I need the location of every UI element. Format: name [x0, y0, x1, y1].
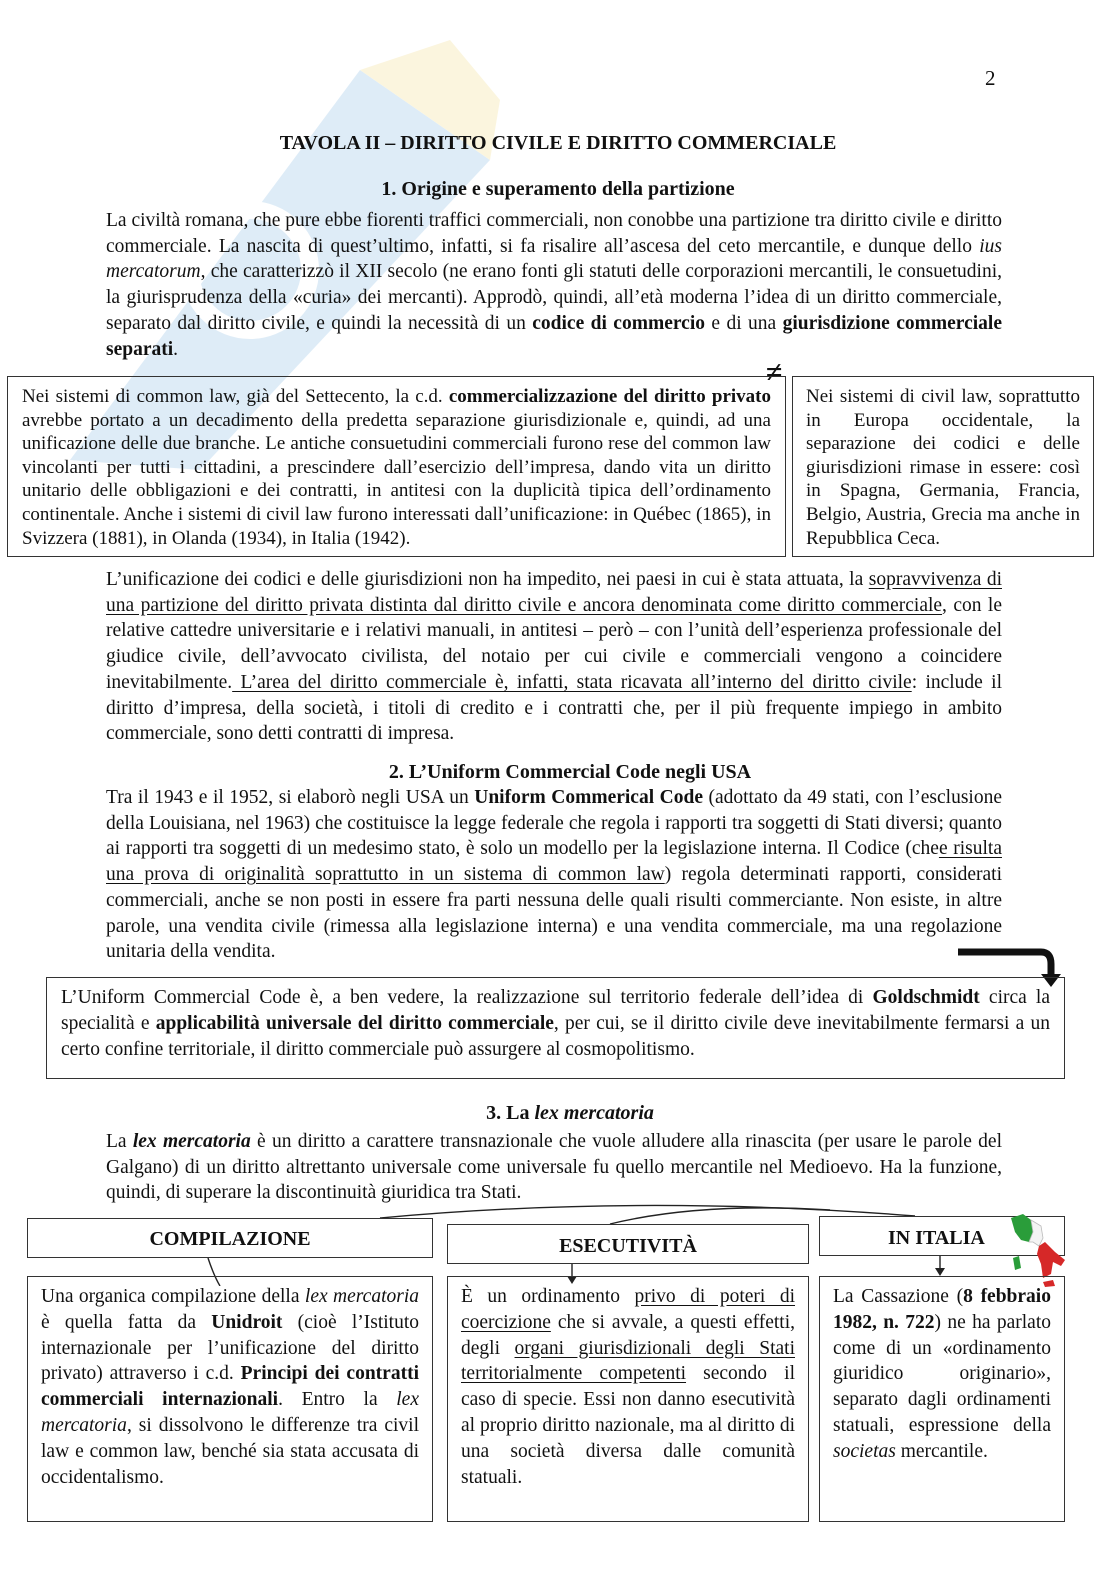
civil-law-box: Nei sistemi di civil law, soprattutto in Europa occidentale, la separazione dei codici e delle giurisdizioni rimase in essere: così in Spagna, Germania, Francia, Belgio, Austria, Grecia ma anche in Repubblica Ceca.	[792, 376, 1094, 557]
not-equal-icon: ≠	[766, 356, 783, 389]
ucc-box: L’Uniform Commercial Code è, a ben vedere, la realizzazione sul territorio federale dell’idea di Goldschmidt circa la specialità e applicabilità universale del diritto commerciale, per cui, se il diritto civile deve inevitabilmente fermarsi a un certo confine territoriale, il diritto commerciale può assurgere al cosmopolitismo.	[46, 977, 1065, 1079]
section-3-heading: 3. La lex mercatoria	[486, 1102, 654, 1124]
label-compilazione: COMPILAZIONE	[27, 1218, 433, 1258]
esecutivita-box: È un ordinamento privo di poteri di coercizione che si avvale, a questi effetti, degli organi giurisdizionali degli Stati territorialmente competenti secondo il caso di specie. Essi non danno esecutività al proprio diritto nazionale, ma al diritto di una società diversa dalle comunità statuali.	[447, 1276, 809, 1522]
page-title: TAVOLA II – DIRITTO CIVILE E DIRITTO COMMERCIALE	[279, 132, 837, 154]
section-1-heading: 1. Origine e superamento della partizione	[381, 178, 735, 200]
common-law-box: Nei sistemi di common law, già del Settecento, la c.d. commercializzazione del diritto privato avrebbe portato a un decadimento della predetta separazione giurisdizionale e, quindi, ad una unificazione delle due branche. Le antiche consuetudini commerciali furono rese del common law vincolanti per tutti i cittadini, a prescindere dall’esercizio dell’impresa, dando vita un diritto unitario delle obbligazioni e dei contratti, in antitesi con la duplicità tipica dell’ordinamento continentale. Anche i sistemi di civil law furono interessati dall’unificazione: in Québec (1865), in Svizzera (1881), in Olanda (1934), in Italia (1942).	[7, 376, 786, 557]
compilazione-box: Una organica compilazione della lex mercatoria è quella fatta da Unidroit (cioè l’Istituto internazionale per l’unificazione del diritto privato) attraverso i c.d. Principi dei contratti commerciali internazionali. Entro la lex mercatoria, si dissolvono le differenze tra civil law e common law, benché sia stata accusata di occidentalismo.	[27, 1276, 433, 1522]
section-2-paragraph: Tra il 1943 e il 1952, si elaborò negli USA un Uniform Commerical Code (adottato da 49 stati, con l’esclusione della Louisiana, nel 1963) che costituisce la legge federale che regola i rapporti tra soggetti di Stati diversi; quanto ai rapporti tra soggetti di un medesimo stato, è solo un modello per la legislazione interna. Il Codice (chee risulta una prova di originalità soprattutto in un sistema di common law) regola determinati rapporti, considerati commerciali, anche se non posti in essere fra parti nessuna delle quali risulti commerciante. Non esiste, in altre parole, una vendita civile (rimessa alla legislazione interna) e una vendita commerciale, ma una regolazione unitaria della vendita.	[106, 787, 1002, 963]
section-3-paragraph: La lex mercatoria è un diritto a carattere transnazionale che vuole alludere alla rinascita (per usare le parole del Galgano) di un diritto altrettanto universale come universale fu quello mercantile nel Medioevo. Ha la funzione, quindi, di superare la discontinuità giuridica tra Stati.	[106, 1131, 1002, 1204]
section-1-paragraph-2: L’unificazione dei codici e delle giurisdizioni non ha impedito, nei paesi in cui è stata attuata, la sopravvivenza di una partizione del diritto privata distinta dal diritto civile e ancora denominata come diritto commerciale, con le relative cattedre universitarie e i relativi manuali, in antitesi – però – con l’unità dell’esperienza professionale del giudice civile, dell’avvocato civilista, del notaio per cui civile e commerciali vengono a coincidere inevitabilmente. L’area del diritto commerciale è, infatti, stata ricavata all’interno del diritto civile: include il diritto d’impresa, della società, i titoli di credito e i contratti che, per il più frequente impiego in ambito commerciale, sono detti contratti di impresa.	[106, 569, 1002, 745]
italia-box: La Cassazione (8 febbraio 1982, n. 722) ne ha parlato come di un «ordinamento giuridico originario», separato dagli ordinamenti statuali, espressione della societas mercantile.	[819, 1276, 1065, 1522]
section-2-heading: 2. L’Uniform Commercial Code negli USA	[388, 761, 752, 783]
label-in-italia: IN ITALIA	[819, 1216, 1065, 1256]
section-1-paragraph-1: La civiltà romana, che pure ebbe fiorenti traffici commerciali, non conobbe una partizione tra diritto civile e diritto commerciale. La nascita di quest’ultimo, infatti, si fa risalire all’ascesa del ceto mercantile, e dunque dello ius mercatorum, che caratterizzò il XII secolo (ne erano fonti gli statuti delle corporazioni mercantili, le consuetudini, la giurisprudenza della «curia» dei mercanti). Approdò, quindi, all’età moderna l’idea di un diritto commerciale, separato dal diritto civile, e quindi la necessità di un codice di commercio e di una giurisdizione commerciale separati.	[106, 210, 1002, 360]
label-esecutivita: ESECUTIVITÀ	[447, 1224, 809, 1264]
page-number: 2	[985, 66, 996, 90]
